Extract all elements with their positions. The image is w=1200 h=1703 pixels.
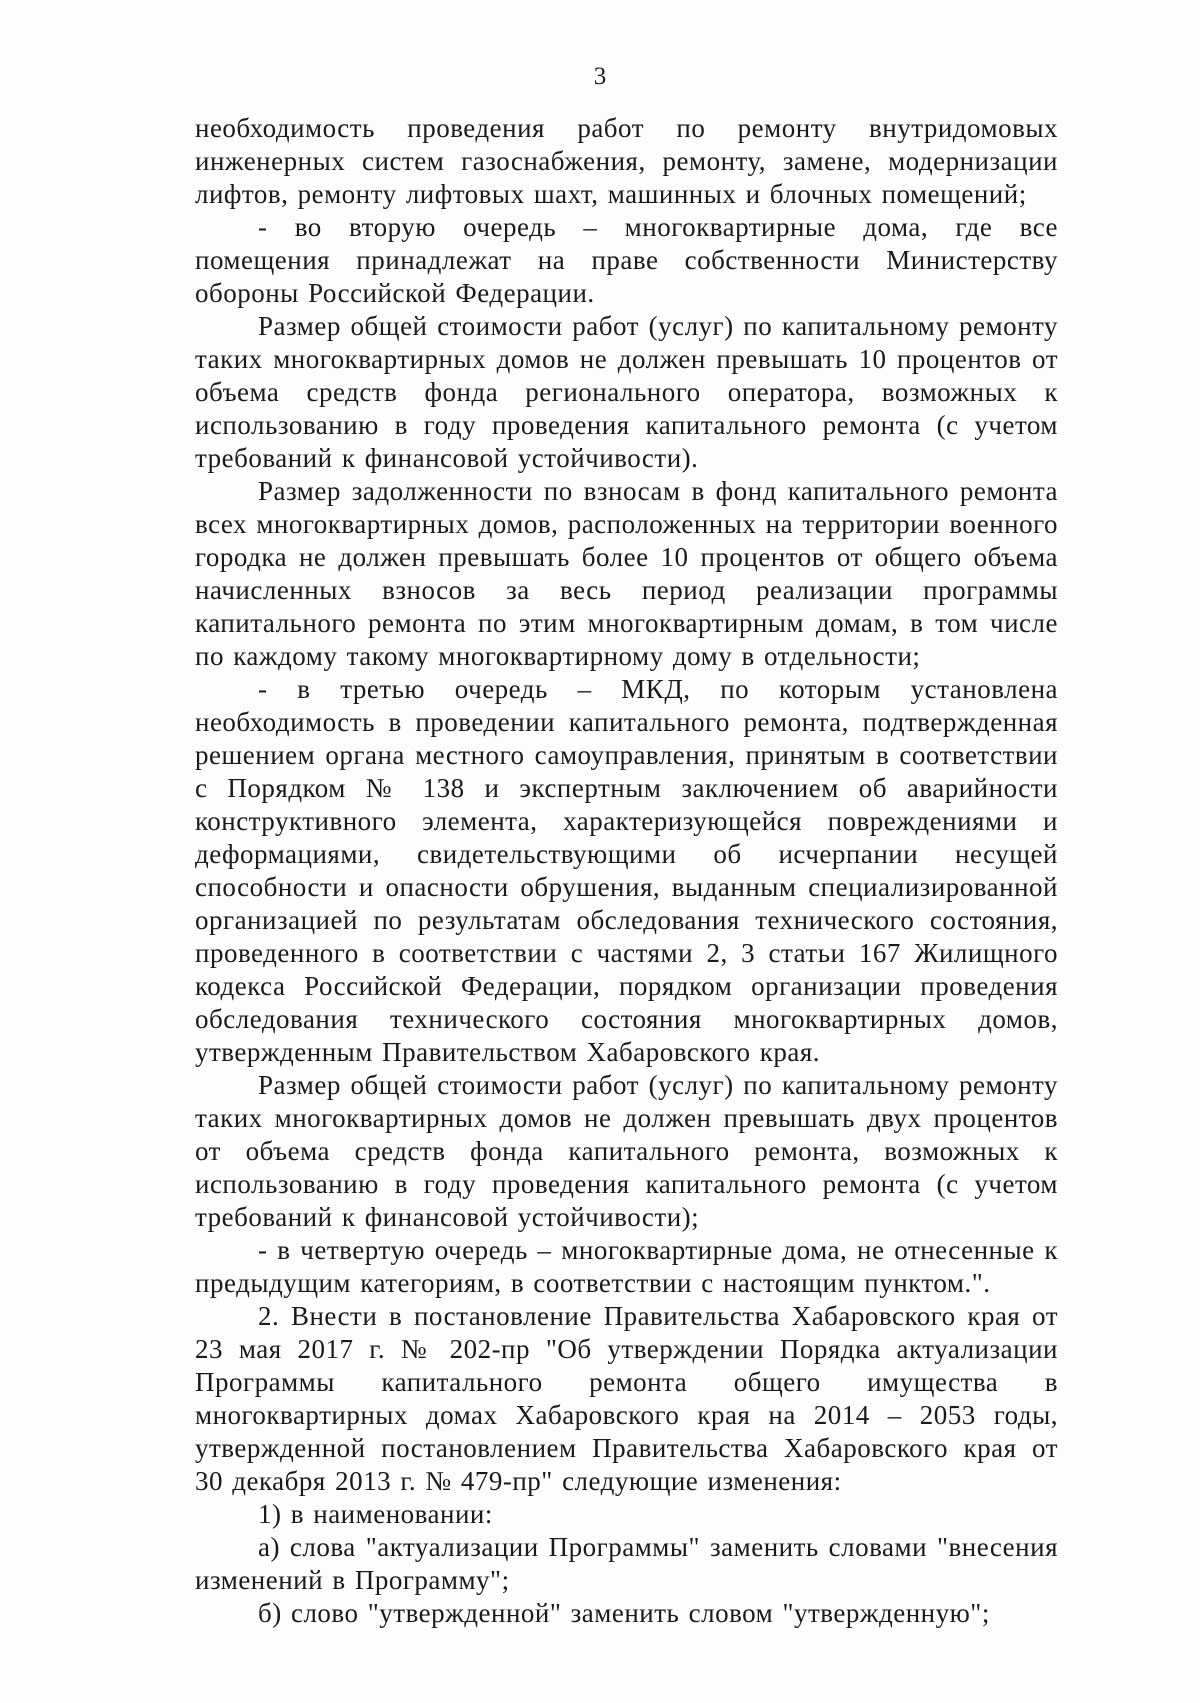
paragraph: Размер общей стоимости работ (услуг) по капитальному ремонту таких многоквартирных домов не должен превышать двух процентов от объема средств фонда капитального ремонта, возможных к использованию в году проведения капитального ремонта (с учетом требований к финансовой устойчивости); <box>195 1070 1058 1232</box>
paragraph: - в третью очередь – МКД, по которым установлена необходимость в проведении капитального ремонта, подтвержденная решением органа местного самоуправления, принятым в соответствии с Порядком № 138 и экспертным заключением об аварийности конструктивного элемента, характеризующейся повреждениями и деформациями, свидетельствующими об исчерпании несущей способности и опасности обрушения, выданным специализированной организацией по результатам обследования технического состояния, проведенного в соответствии с частями 2, 3 статьи 167 Жилищного кодекса Российской Федерации, порядком организации проведения обследования технического состояния многоквартирных домов, утвержденным Правительством Хабаровского края. <box>195 674 1058 1067</box>
paragraph: б) слово "утвержденной" заменить словом "утвержденную"; <box>258 1598 990 1628</box>
paragraph: 1) в наименовании: <box>258 1499 493 1529</box>
page-number: 3 <box>593 63 607 90</box>
paragraph: необходимость проведения работ по ремонту внутридомовых инженерных систем газоснабжения, ремонту, замене, модернизации лифтов, ремонту лифтовых шахт, машинных и блочных помещений; <box>195 113 1058 209</box>
paragraph: 2. Внести в постановление Правительства Хабаровского края от 23 мая 2017 г. № 202-пр "Об утверждении Порядка актуализации Программы капитального ремонта общего имущества в многоквартирных домах Хабаровского края на 2014 – 2053 годы, утвержденной постановлением Правительства Хабаровского края от 30 декабря 2013 г. № 479-пр" следующие изменения: <box>195 1301 1058 1496</box>
document-body <box>195 112 1058 1630</box>
paragraph: - во вторую очередь – многоквартирные дома, где все помещения принадлежат на праве собственности Министерству обороны Российской Федерации. <box>195 212 1058 308</box>
paragraph: а) слова "актуализации Программы" заменить словами "внесения изменений в Программу"; <box>195 1532 1058 1595</box>
paragraph: - в четвертую очередь – многоквартирные дома, не отнесенные к предыдущим категориям, в соответствии с настоящим пунктом.". <box>195 1235 1058 1298</box>
paragraph: Размер общей стоимости работ (услуг) по капитальному ремонту таких многоквартирных домов не должен превышать 10 процентов от объема средств фонда регионального оператора, возможных к использованию в году проведения капитального ремонта (с учетом требований к финансовой устойчивости). <box>195 311 1058 473</box>
paragraph: Размер задолженности по взносам в фонд капитального ремонта всех многоквартирных домов, расположенных на территории военного городка не должен превышать более 10 процентов от общего объема начисленных взносов за весь период реализации программы капитального ремонта по этим многоквартирным домам, в том числе по каждому такому многоквартирному дому в отдельности; <box>195 476 1058 671</box>
